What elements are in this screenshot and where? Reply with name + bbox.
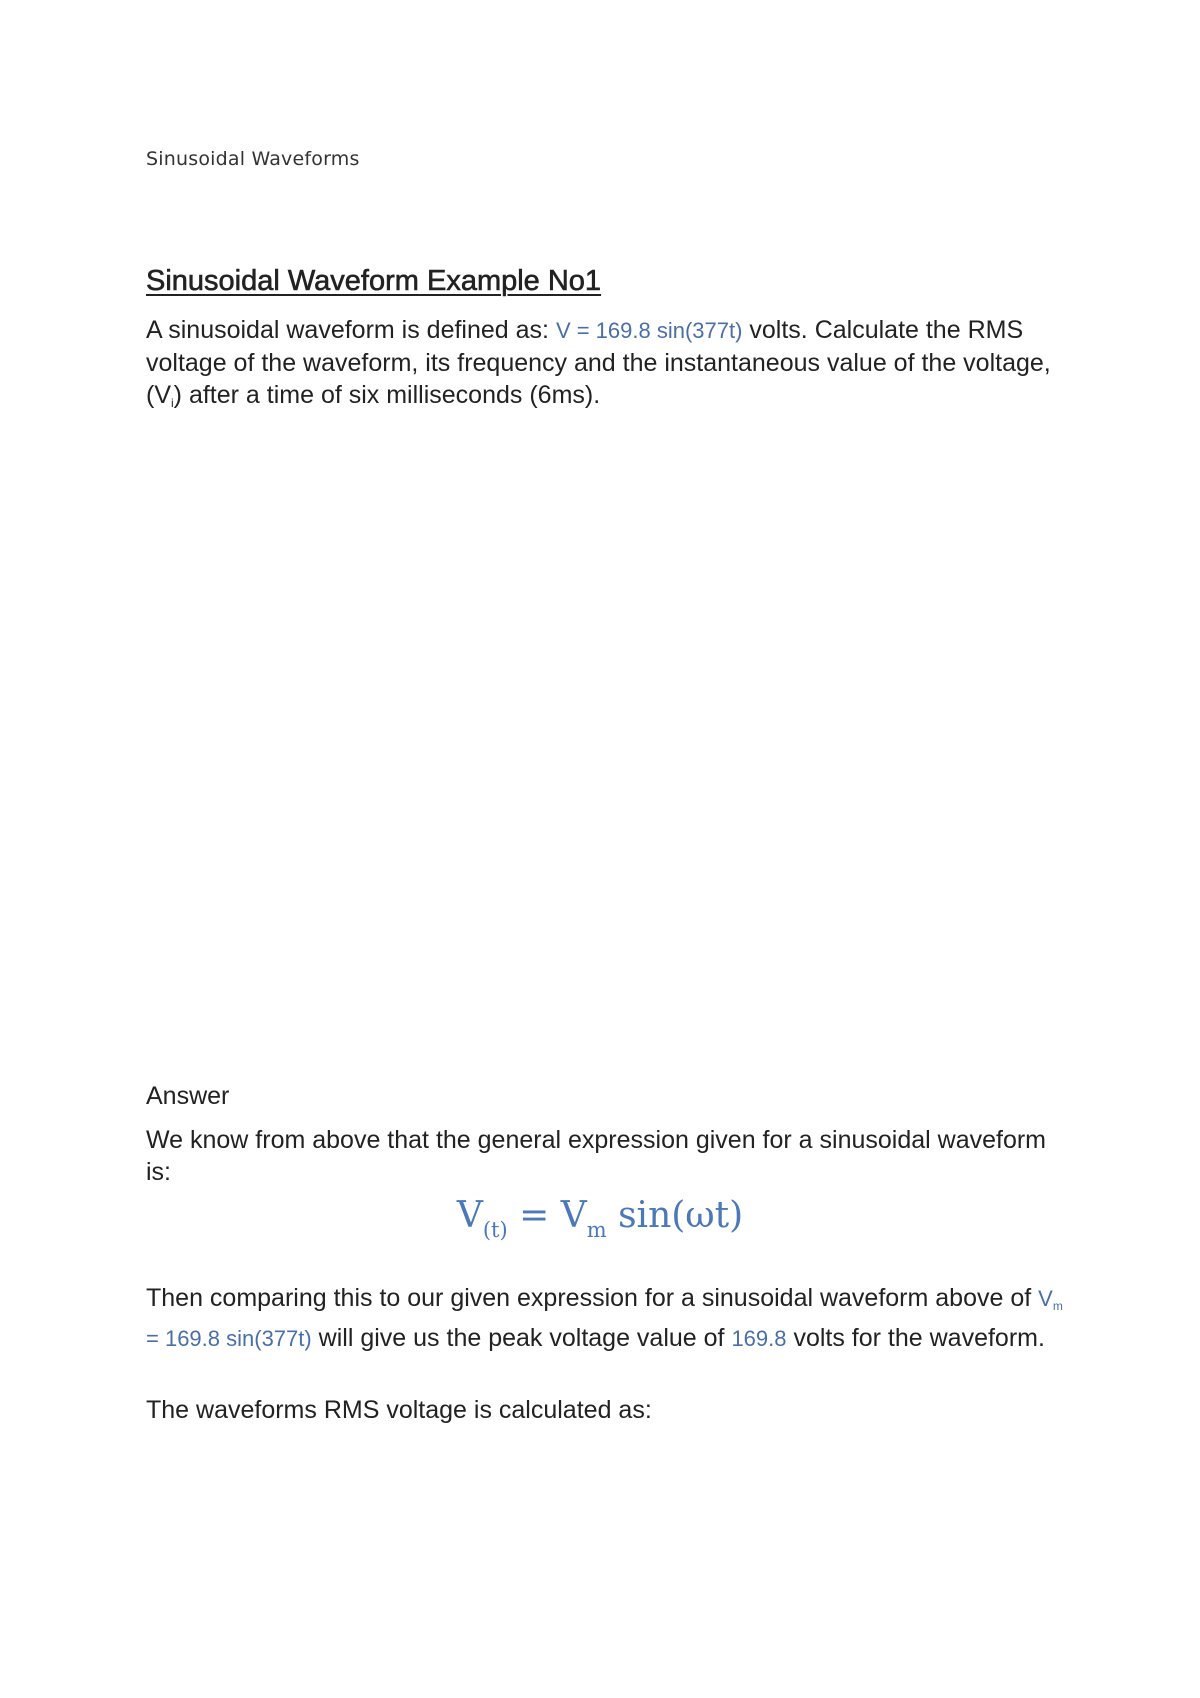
page-header: Sinusoidal Waveforms <box>146 148 360 170</box>
formula-equals: = <box>507 1195 561 1236</box>
example-title: Sinusoidal Waveform Example No1 <box>146 265 602 297</box>
waveform-expression: V = 169.8 sin(377t) <box>555 318 743 343</box>
formula-v: V <box>456 1195 483 1236</box>
question-text-2: volts. Calculate the RMS voltage of the waveform, its frequency and the instantaneous value of the voltage, (V <box>146 316 1051 409</box>
comparison-expr-rest: = 169.8 sin(377t) <box>146 1326 312 1351</box>
answer-label: Answer <box>146 1082 230 1110</box>
question-text-3: ) after a time of six milliseconds (6ms). <box>173 381 601 409</box>
instantaneous-subscript: i <box>171 396 174 410</box>
comparison-text-2: will give us the peak voltage value of <box>311 1324 732 1352</box>
general-formula <box>0 1195 1200 1242</box>
answer-intro: We know from above that the general expression given for a sinusoidal waveform is: <box>146 1126 1047 1186</box>
formula-rest: sin(ωt) <box>606 1195 744 1236</box>
comparison-text-3: volts for the waveform. <box>786 1324 1045 1352</box>
rms-intro: The waveforms RMS voltage is calculated as: <box>146 1396 652 1424</box>
question-paragraph <box>146 314 1076 419</box>
comparison-text-1: Then comparing this to our given expression for a sinusoidal waveform above of <box>146 1284 1039 1312</box>
formula-vm: V <box>560 1195 587 1236</box>
question-text-1: A sinusoidal waveform is defined as: <box>146 316 556 344</box>
comparison-expr-sub: m <box>1052 1299 1063 1313</box>
comparison-paragraph <box>146 1282 1076 1355</box>
comparison-expr-v: V <box>1038 1286 1053 1311</box>
formula-vm-sub: m <box>586 1218 607 1242</box>
formula-v-sub: (t) <box>482 1218 508 1242</box>
peak-voltage-value: 169.8 <box>731 1326 787 1351</box>
